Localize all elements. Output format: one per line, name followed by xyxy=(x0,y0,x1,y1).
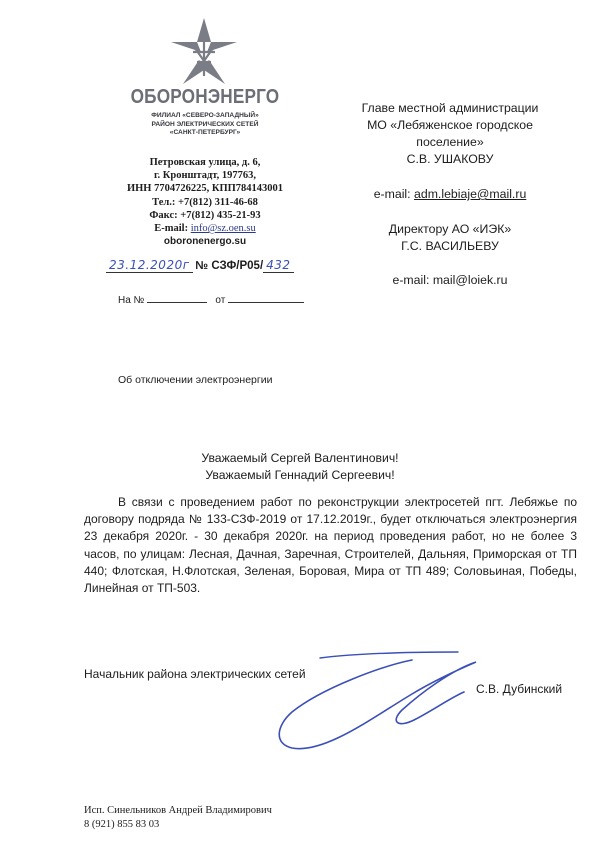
recipient-line: Главе местной администрации xyxy=(361,101,539,115)
sender-email-link[interactable]: info@sz.oen.su xyxy=(190,223,256,235)
phone-line: Тел.: +7(812) 311-46-68 xyxy=(152,196,258,208)
branch-line: ФИЛИАЛ «СЕВЕРО-ЗАПАДНЫЙ» xyxy=(151,112,259,119)
executor-block xyxy=(84,804,272,832)
greeting xyxy=(120,450,480,484)
handwritten-signature xyxy=(262,648,502,758)
branch-name xyxy=(110,112,300,138)
recipient-line: Директору АО «ИЭК» xyxy=(388,222,512,236)
reference-line xyxy=(118,293,338,306)
recipient-line: поселение» xyxy=(416,135,484,149)
reference-number-blank xyxy=(147,293,207,303)
registration-number: 432 xyxy=(263,258,293,273)
letter-subject: Об отключении электроэнергии xyxy=(118,374,273,386)
greeting-line: Уважаемый Сергей Валентинович! xyxy=(201,451,399,465)
fax-line: Факс: +7(812) 435-21-93 xyxy=(149,209,261,221)
website-link[interactable]: oboronenergo.su xyxy=(163,236,247,248)
signatory-name: С.В. Дубинский xyxy=(476,682,563,696)
reference-date-blank xyxy=(228,293,304,303)
sender-address xyxy=(110,156,300,248)
branch-line: «САНКТ-ПЕТЕРБУРГ» xyxy=(169,129,241,137)
recipient-name: Г.С. ВАСИЛЬЕВУ xyxy=(401,239,499,253)
executor-phone: 8 (921) 855 83 03 xyxy=(84,819,160,830)
branch-line: РАЙОН ЭЛЕКТРИЧЕСКИХ СЕТЕЙ xyxy=(151,120,259,128)
registration-date: 23.12.2020г xyxy=(106,258,193,273)
recipient-email-link[interactable]: adm.lebiaje@mail.ru xyxy=(414,187,527,201)
reference-from-label: от xyxy=(215,295,226,306)
brand-name: ОБОРОНЭНЕРГО xyxy=(130,86,280,108)
address-line: г. Кронштадт, 197763, xyxy=(153,170,257,182)
address-line: Петровская улица, д. 6, xyxy=(149,157,261,168)
registration-number-prefix: № СЗФ/Р05/ xyxy=(195,260,264,272)
letter-body: В связи с проведением работ по реконструкции электросетей пгт. Лебяжье по договору подряда № 133-СЗФ-2019 от 17.12.2019г., будет отключаться электроэнергия 23 декабря 2020г. - 30 декабря 2020г. на период проведения работ, но не более 3 часов, по улицам: Лесная, Дачная, Заречная, Строителей, Дальняя, Приморская от ТП 440; Флотская, Н.Флотская, Зеленая, Боровая, Мира от ТП 489; Соловьиная, Победы, Линейная от ТП-503. xyxy=(84,495,577,596)
recipient-email-label: e-mail: xyxy=(373,187,415,201)
reference-label: На № xyxy=(118,295,145,306)
email-label: E-mail: xyxy=(154,223,191,235)
executor-name: Исп. Синельников Андрей Владимирович xyxy=(84,805,272,816)
registration-line xyxy=(106,258,326,273)
address-line: ИНН 7704726225, КПП784143001 xyxy=(126,183,284,195)
recipients-block xyxy=(330,100,570,289)
signatory-title: Начальник района электрических сетей xyxy=(84,667,306,681)
greeting-line: Уважаемый Геннадий Сергеевич! xyxy=(205,468,395,482)
recipient-line: МО «Лебяженское городское xyxy=(367,118,533,132)
email-line xyxy=(110,222,300,235)
recipient-name: С.В. УШАКОВУ xyxy=(406,152,494,166)
recipient-email-line xyxy=(330,186,570,203)
recipient-email-line: e-mail: mail@loiek.ru xyxy=(392,273,508,287)
star-logo-icon xyxy=(171,18,237,84)
